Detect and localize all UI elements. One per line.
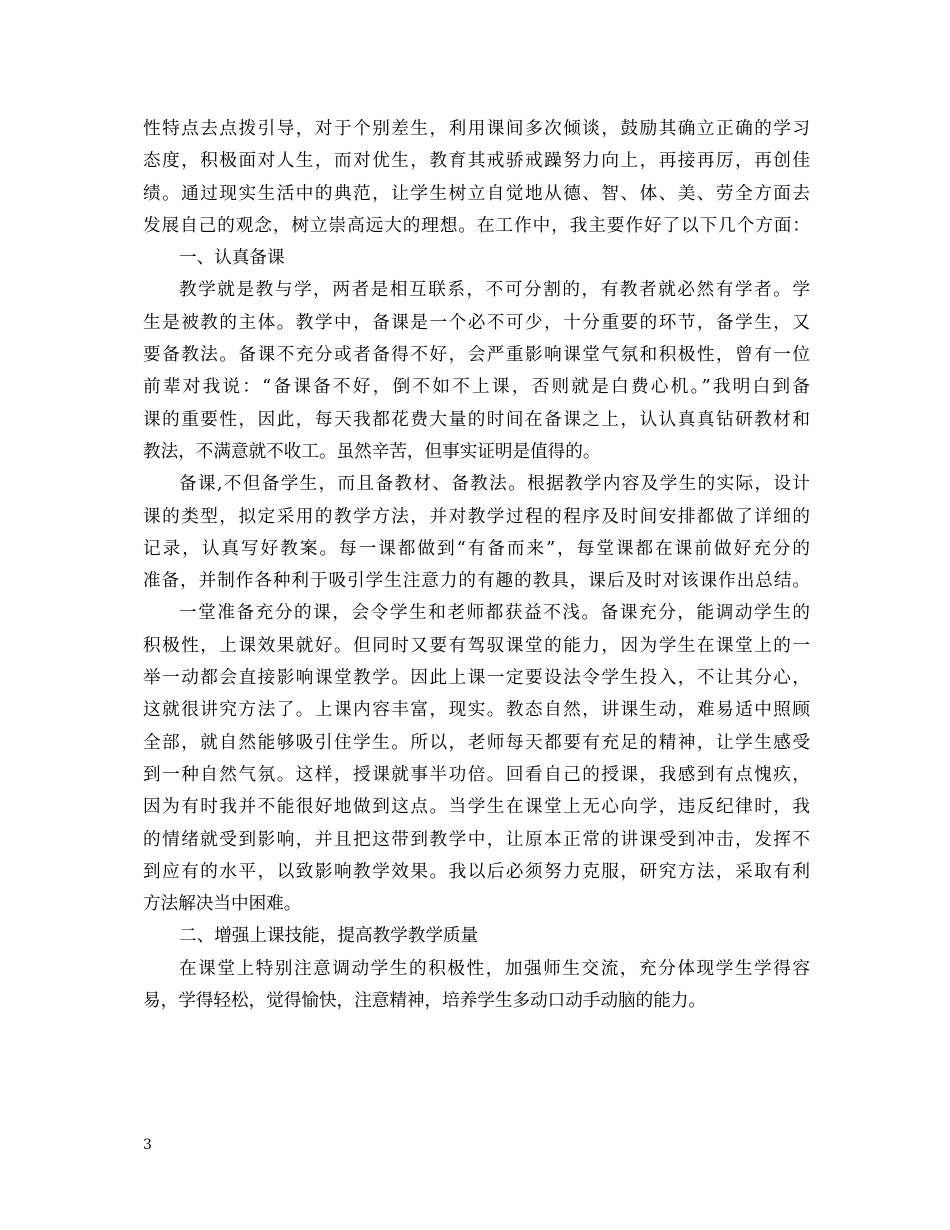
text-line: 态度，积极面对人生，而对优生，教育其戒骄戒躁努力向上，再接再厉，再创佳 <box>143 151 810 172</box>
text-line: 这就很讲究方法了。上课内容丰富，现实。教态自然，讲课生动，难易适中照顾 <box>143 700 810 721</box>
text-line: 要备教法。备课不充分或者备得不好，会严重影响课堂气氛和积极性，曾有一位 <box>143 345 810 366</box>
section-heading-1: 一、认真备课 <box>179 248 285 269</box>
text-line: 前辈对我说：“备课备不好，倒不如不上课，否则就是白费心机。”我明白到备 <box>143 377 810 398</box>
text-line: 因为有时我并不能很好地做到这点。当学生在课堂上无心向学，违反纪律时，我 <box>143 797 810 818</box>
text-line: 的情绪就受到影响，并且把这带到教学中，让原本正常的讲课受到冲击，发挥不 <box>143 829 810 850</box>
text-line: 教学就是教与学，两者是相互联系，不可分割的，有教者就必然有学者。学 <box>179 280 810 301</box>
page-number: 3 <box>143 1137 152 1153</box>
text-line: 记录，认真写好教案。每一课都做到“有备而来”，每堂课都在课前做好充分的 <box>143 538 810 559</box>
text-line: 课的重要性，因此，每天我都花费大量的时间在备课之上，认认真真钻研教材和 <box>143 409 810 430</box>
text-line: 一堂准备充分的课，会令学生和老师都获益不浅。备课充分，能调动学生的 <box>179 603 810 624</box>
text-line: 在课堂上特别注意调动学生的积极性，加强师生交流，充分体现学生学得容 <box>179 958 810 979</box>
text-line: 发展自己的观念，树立崇高远大的理想。在工作中，我主要作好了以下几个方面： <box>143 215 810 236</box>
text-line: 到应有的水平，以致影响教学效果。我以后必须努力克服，研究方法，采取有利 <box>143 861 810 882</box>
text-line: 到一种自然气氛。这样，授课就事半功倍。回看自己的授课，我感到有点愧疚， <box>143 764 810 785</box>
text-line: 准备，并制作各种利于吸引学生注意力的有趣的教具，课后及时对该课作出总结。 <box>143 571 810 592</box>
text-line: 全部，就自然能够吸引住学生。所以，老师每天都要有充足的精神，让学生感受 <box>143 732 810 753</box>
document-body <box>143 113 810 1017</box>
text-line: 生是被教的主体。教学中，备课是一个必不可少，十分重要的环节，备学生，又 <box>143 312 810 333</box>
text-line: 易，学得轻松，觉得愉快，注意精神，培养学生多动口动手动脑的能力。 <box>143 991 707 1012</box>
text-line: 教法，不满意就不收工。虽然辛苦，但事实证明是值得的。 <box>143 441 601 462</box>
text-line: 备课,不但备学生，而且备教材、备教法。根据教学内容及学生的实际，设计 <box>179 474 810 495</box>
text-line: 绩。通过现实生活中的典范，让学生树立自觉地从德、智、体、美、劳全方面去 <box>143 183 810 204</box>
text-line: 举一动都会直接影响课堂教学。因此上课一定要设法令学生投入，不让其分心， <box>143 668 810 689</box>
text-line: 课的类型，拟定采用的教学方法，并对教学过程的程序及时间安排都做了详细的 <box>143 506 810 527</box>
section-heading-2: 二、增强上课技能，提高教学教学质量 <box>179 926 479 947</box>
text-line: 积极性，上课效果就好。但同时又要有驾驭课堂的能力，因为学生在课堂上的一 <box>143 635 810 656</box>
text-line: 方法解决当中困难。 <box>143 894 302 915</box>
text-line: 性特点去点拨引导，对于个别差生，利用课间多次倾谈，鼓励其确立正确的学习 <box>143 119 810 139</box>
